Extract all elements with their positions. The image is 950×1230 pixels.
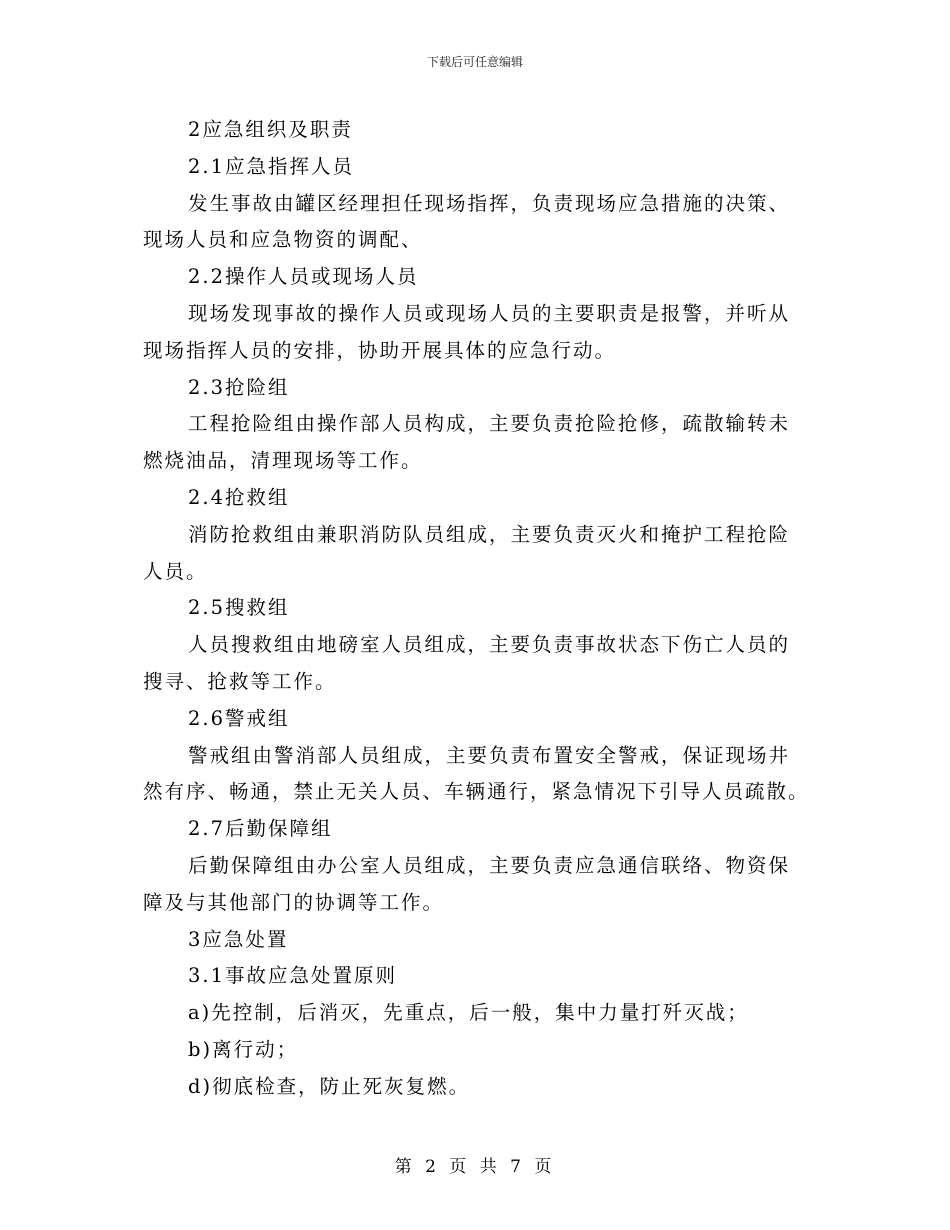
subsection-heading: 2.4抢救组 (188, 485, 290, 509)
list-item: d)彻底检查，防止死灰复燃。 (188, 1074, 471, 1098)
subsection-heading: 2.6警戒组 (188, 706, 290, 730)
paragraph: 现场发现事故的操作人员或现场人员的主要职责是报警，并听从现场指挥人员的安排，协助开展具体的应急行动。 (143, 301, 791, 362)
subsection-heading: 2.1应急指挥人员 (188, 154, 355, 178)
document-body (143, 112, 811, 1106)
paragraph: 人员搜救组由地磅室人员组成，主要负责事故状态下伤亡人员的搜寻、抢救等工作。 (143, 633, 791, 693)
subsection-heading: 3.1事故应急处置原则 (188, 964, 398, 988)
section-heading: 3应急处置 (188, 927, 289, 951)
subsection-heading: 2.3抢险组 (188, 375, 290, 399)
paragraph: 消防抢救组由兼职消防队员组成，主要负责灭火和掩护工程抢险人员。 (143, 522, 791, 583)
section-heading: 2应急组织及职责 (188, 118, 353, 141)
header-note: 下载后可任意编辑 (426, 55, 523, 69)
subsection-heading: 2.7后勤保障组 (188, 817, 333, 841)
list-item: b)离行动； (188, 1037, 299, 1061)
paragraph: 发生事故由罐区经理担任现场指挥，负责现场应急措施的决策、现场人员和应急物资的调配、 (143, 191, 791, 252)
page-number-footer: 第 2 页 共 7 页 (394, 1157, 556, 1177)
paragraph: 后勤保障组由办公室人员组成，主要负责应急通信联络、物资保障及与其他部门的协调等工作。 (143, 853, 791, 914)
paragraph: 警戒组由警消部人员组成，主要负责布置安全警戒，保证现场井然有序、畅通，禁止无关人员、车辆通行，紧急情况下引导人员疏散。 (143, 743, 810, 804)
subsection-heading: 2.5搜救组 (188, 596, 290, 620)
paragraph: 工程抢险组由操作部人员构成，主要负责抢险抢修，疏散输转未燃烧油品，清理现场等工作。 (143, 412, 791, 473)
list-item: a)先控制，后消灭，先重点，后一般，集中力量打歼灭战； (188, 1001, 749, 1025)
subsection-heading: 2.2操作人员或现场人员 (188, 265, 419, 289)
